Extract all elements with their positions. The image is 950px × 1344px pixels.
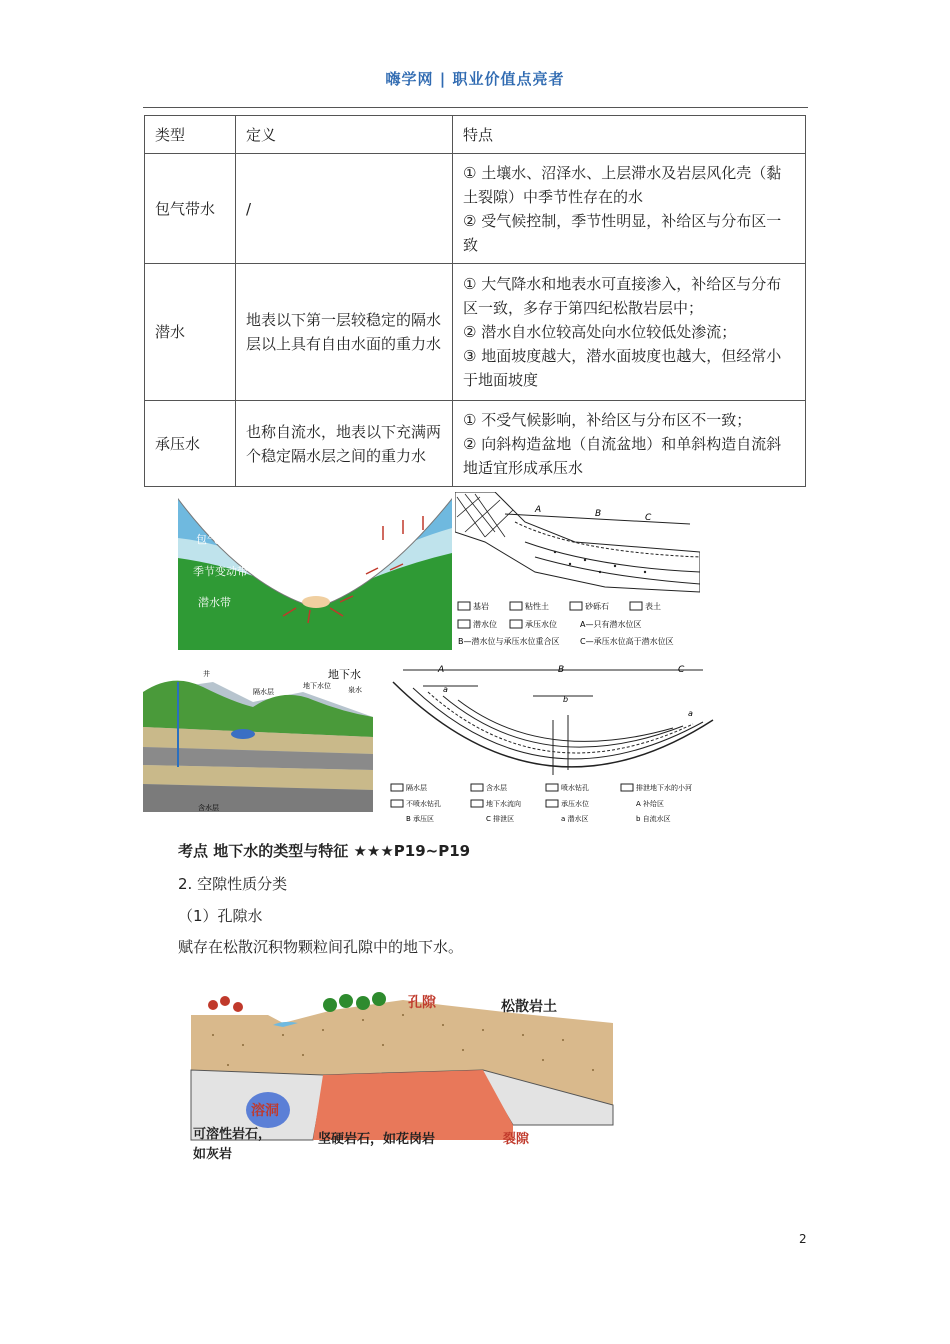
header-divider (143, 107, 808, 108)
item-2-1: （1）孔隙水 (178, 907, 263, 925)
label-aquitard: 隔水层 (253, 688, 274, 696)
label-B: B (558, 665, 565, 675)
label-seasonal: 季节变动带 (193, 566, 248, 578)
legend-gravel: 砂砾石 (585, 602, 609, 611)
legend-a-zone: A—只有潜水位区 (580, 620, 642, 629)
zone-diagram (178, 498, 452, 650)
feature-line: ② 向斜构造盆地（自流盆地）和单斜构造自流斜地适宜形成承压水 (463, 434, 782, 477)
label-phreatic: 潜水带 (198, 597, 231, 609)
row-definition: 也称自流水，地表以下充满两个稳定隔水层之间的重力水 (236, 401, 453, 487)
legend-c-zone: C—承压水位高于潜水位区 (580, 637, 674, 646)
label-limestone: 如灰岩 (193, 1147, 233, 1162)
table-header-row (145, 116, 806, 154)
row-features (453, 264, 806, 401)
section-heading: 考点 地下水的类型与特征 ★★★P19~P19 (178, 842, 471, 860)
row-type: 承压水 (145, 401, 236, 487)
groundwater-block-diagram (143, 662, 376, 822)
legend-aquitard: 隔水层 (406, 784, 427, 792)
feature-line: ② 潜水自水位较高处向水位较低处渗流； (463, 323, 737, 341)
legend-flowing-well: 喷水钻孔 (561, 784, 589, 792)
label-pores: 孔隙 (408, 995, 436, 1011)
label-hard-rock: 坚硬岩石，如花岗岩 (318, 1132, 436, 1147)
header-definition: 定义 (236, 116, 453, 154)
table-row (145, 401, 806, 487)
legend-recharge: A 补给区 (636, 800, 665, 808)
label-aeration: 包气带 (196, 534, 229, 546)
legend-topsoil: 表土 (645, 602, 661, 611)
legend-confined-zone: B 承压区 (406, 815, 435, 823)
label-fissures: 裂隙 (503, 1132, 530, 1147)
legend-phreatic-zone: a 潜水区 (561, 815, 589, 823)
row-type: 包气带水 (145, 154, 236, 264)
label-A: A (438, 665, 445, 675)
label-a: A (535, 505, 542, 515)
legend-b-zone: B—潜水位与承压水位重合区 (458, 637, 560, 646)
water-level-zones-diagram (455, 492, 700, 654)
page-header: 嗨学网 | 职业价值点亮者 (385, 70, 565, 88)
table-row (145, 154, 806, 264)
groundwater-types-table (144, 115, 806, 487)
feature-line: ① 土壤水、沼泽水、上层滞水及岩层风化壳（黏土裂隙）中季节性存在的水 (463, 163, 782, 206)
label-b: B (595, 509, 602, 519)
legend-confined-level: 承压水位 (561, 800, 589, 808)
row-features (453, 401, 806, 487)
artesian-basin-diagram (383, 660, 726, 826)
label-aquifer: 含水层 (198, 804, 219, 812)
fig3-title: 地下水 (328, 668, 361, 681)
label-a2: a (688, 709, 693, 718)
label-soluble-rock: 可溶性岩石， (193, 1127, 272, 1142)
feature-line: ② 受气候控制，季节性明显，补给区与分布区一致 (463, 211, 782, 254)
legend-drain-river: 排泄地下水的小河 (636, 784, 692, 792)
header-type: 类型 (145, 116, 236, 154)
label-water-table: 地下水位 (303, 682, 331, 690)
legend-discharge: C 排泄区 (486, 815, 515, 823)
page-number: 2 (799, 1232, 807, 1246)
legend-confined-level: 承压水位 (525, 620, 557, 629)
label-b1: b (563, 695, 569, 704)
row-definition: / (236, 154, 453, 264)
row-definition: 地表以下第一层较稳定的隔水层以上具有自由水面的重力水 (236, 264, 453, 401)
label-spring: 泉水 (348, 686, 362, 694)
row-type: 潜水 (145, 264, 236, 401)
item-2: 2. 空隙性质分类 (178, 875, 288, 893)
legend-artesian-zone: b 自流水区 (636, 815, 671, 823)
feature-line: ③ 地面坡度越大，潜水面坡度也越大，但经常小于地面坡度 (463, 347, 782, 389)
feature-line: ① 不受气候影响，补给区与分布区不一致； (463, 410, 752, 429)
legend-flow-direction: 地下水流向 (486, 800, 521, 808)
legend-bedrock: 基岩 (473, 602, 489, 611)
label-well: 井 (203, 670, 210, 678)
label-a1: a (443, 685, 448, 694)
header-features: 特点 (453, 116, 806, 154)
table-row (145, 264, 806, 401)
legend-water-table: 潜水位 (473, 620, 497, 629)
label-karst-cave: 溶洞 (251, 1103, 279, 1119)
legend-clay: 粘性土 (525, 602, 549, 611)
pore-water-diagram (183, 975, 623, 1170)
row-features (453, 154, 806, 264)
description: 赋存在松散沉积物颗粒间孔隙中的地下水。 (178, 938, 464, 956)
label-loose-soil: 松散岩土 (501, 999, 557, 1015)
label-C: C (678, 665, 685, 675)
legend-aquifer: 含水层 (486, 784, 507, 792)
label-c: C (645, 513, 652, 523)
legend-nonflowing-well: 不喷水钻孔 (406, 800, 441, 808)
feature-line: ① 大气降水和地表水可直接渗入，补给区与分布区一致，多存于第四纪松散岩层中； (463, 275, 782, 317)
